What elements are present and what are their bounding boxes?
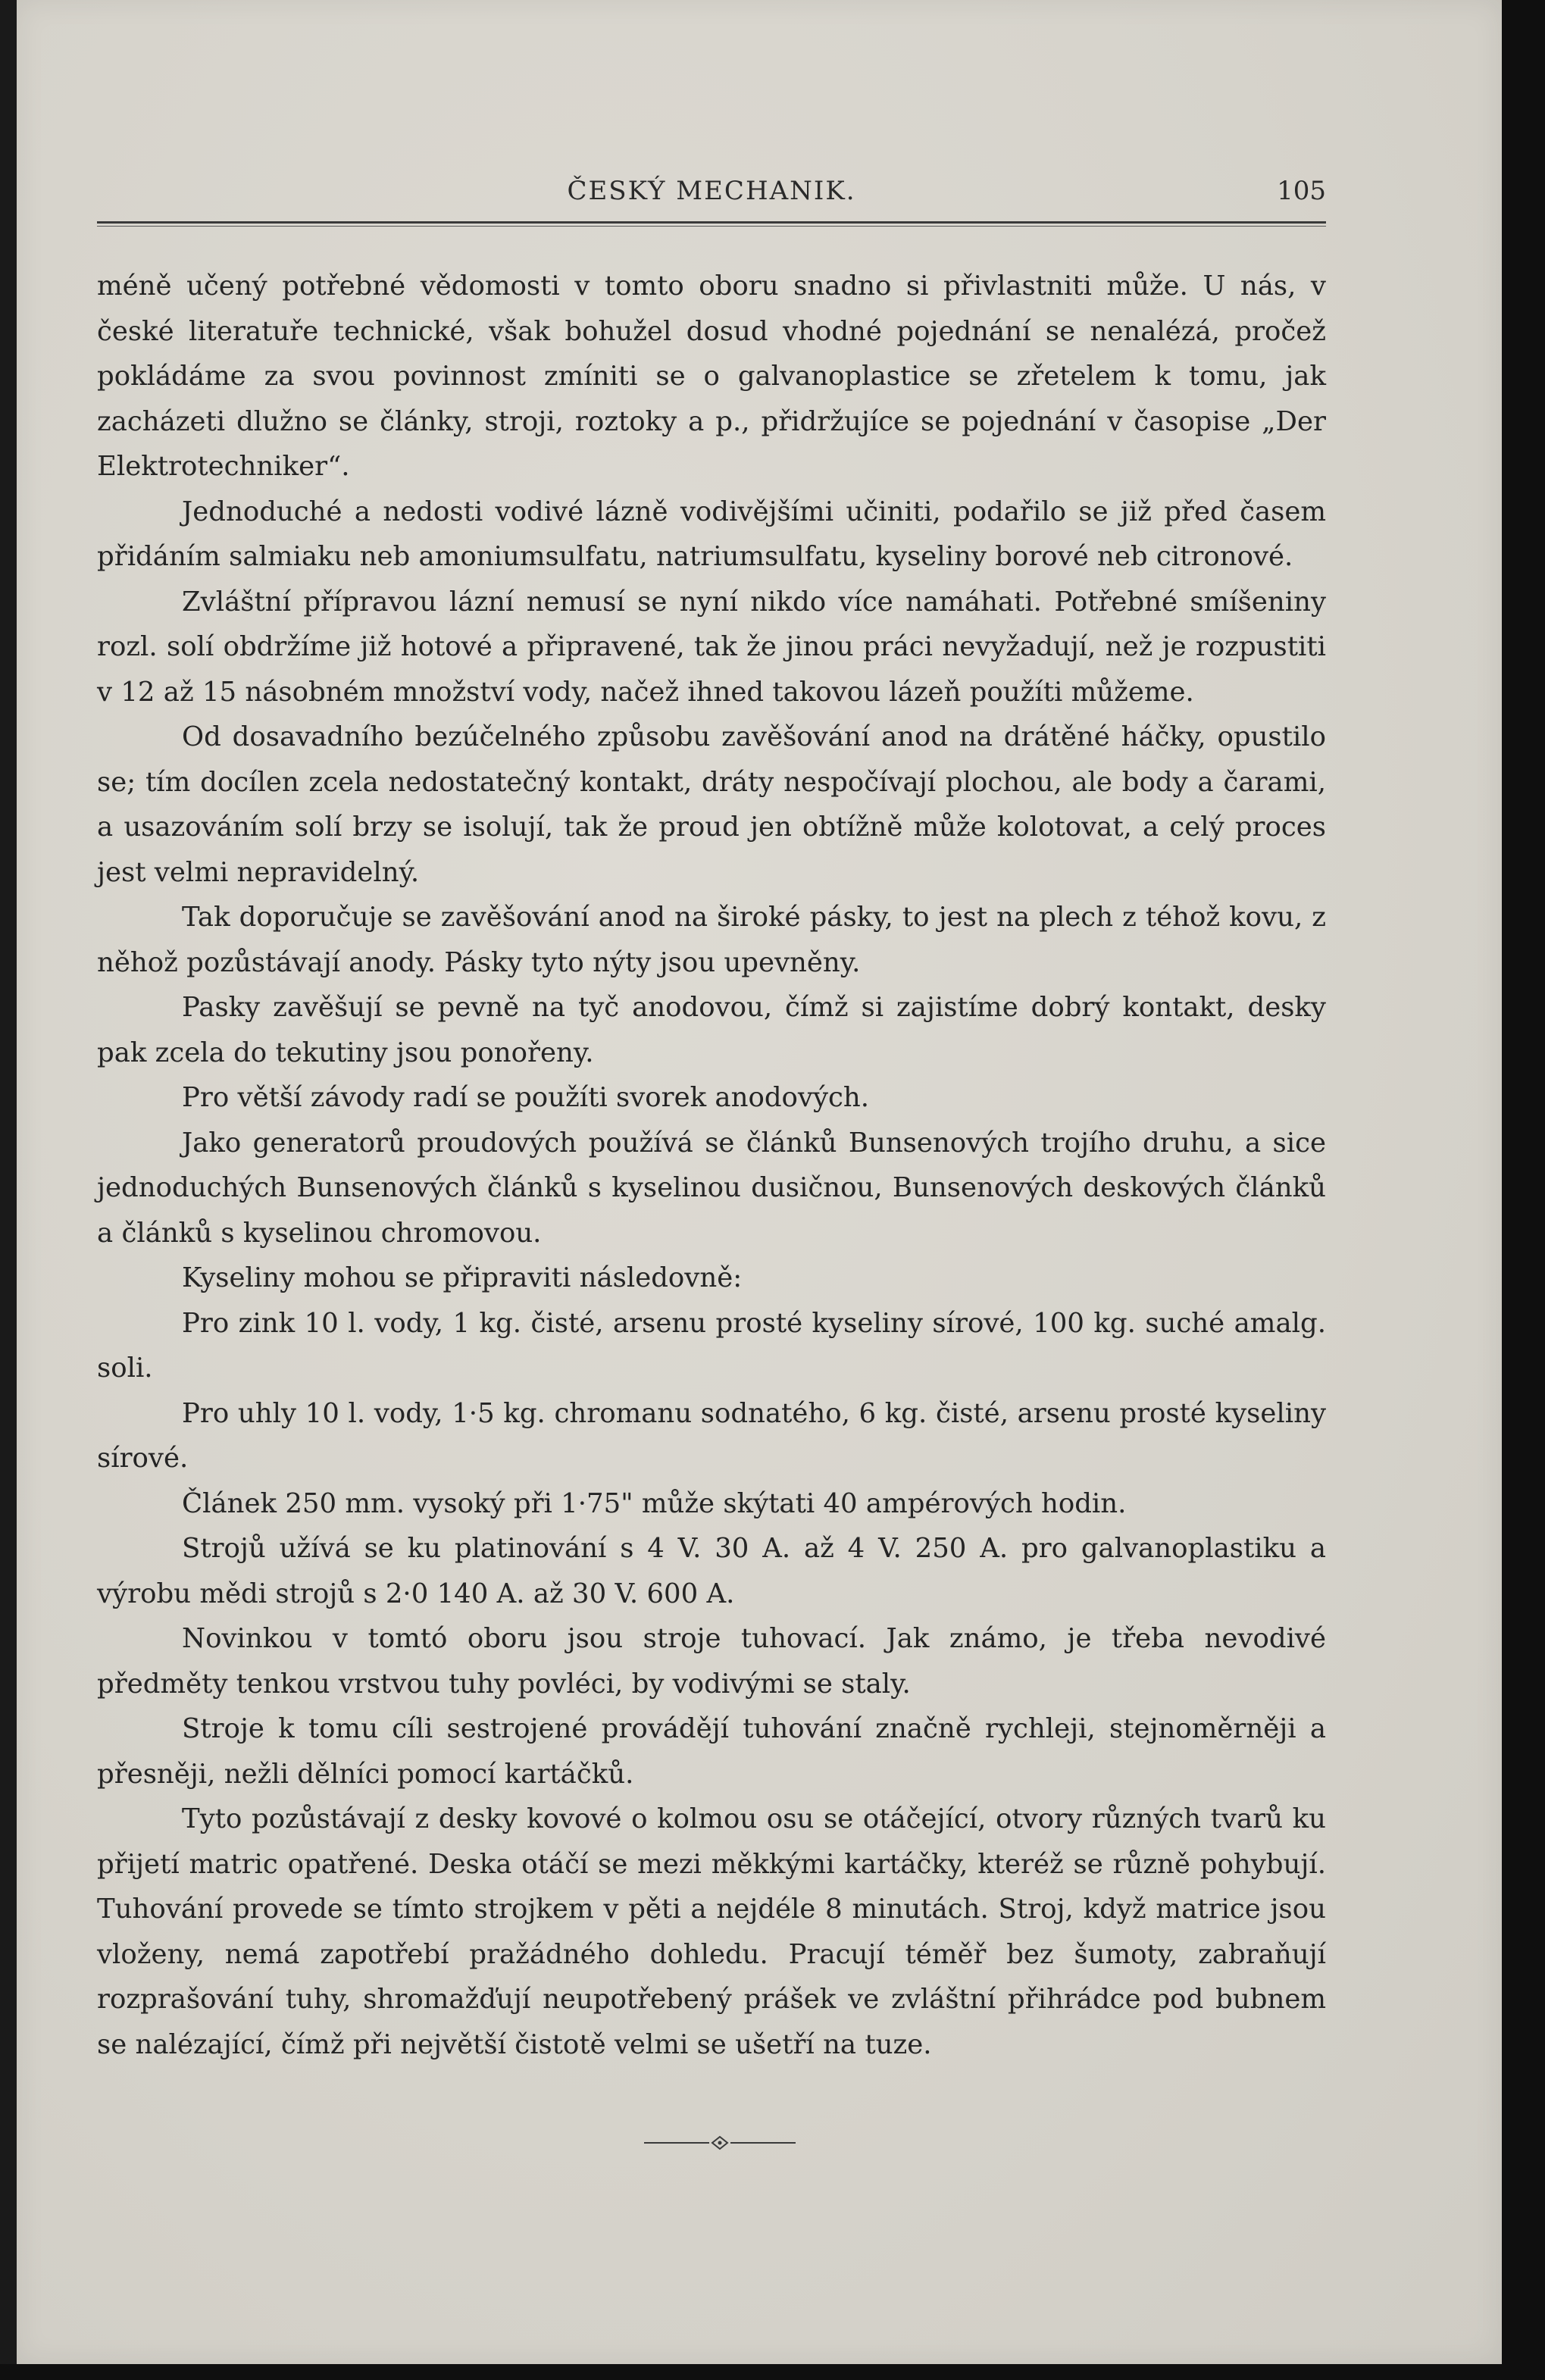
page-edge-right [1502, 0, 1545, 2380]
paragraph: Od dosavadního bezúčelného způsobu zavěšování anod na drátěné háčky, opustilo se; tím docílen zcela nedostatečný kontakt, dráty nespočívají plochou, ale body a čarami, a usazováním solí brzy se isolují, tak že proud jen obtížně může kolotovat, a celý proces jest velmi nepravidelný. [97, 721, 1326, 888]
paragraph: Pasky zavěšují se pevně na tyč anodovou, čímž si zajistíme dobrý kontakt, desky pak zcela do tekutiny jsou ponořeny. [97, 992, 1326, 1068]
paragraph: Strojů užívá se ku platinování s 4 V. 30 A. až 4 V. 250 A. pro galvanoplastiku a výrobu mědi strojů s 2·0 140 A. až 30 V. 600 A. [97, 1533, 1326, 1609]
page-header [97, 176, 1326, 214]
running-head: ČESKÝ MECHANIK. [567, 176, 856, 206]
header-rule-thin [97, 226, 1326, 227]
page-number: 105 [1277, 176, 1326, 206]
paragraph: Zvláštní přípravou lázní nemusí se nyní nikdo více namáhati. Potřebné smíšeniny rozl. solí obdržíme již hotové a připravené, tak že jinou práci nevyžadují, než je rozpustiti v 12 až 15 násobném množství vody, načež ihned takovou lázeň použíti můžeme. [97, 586, 1326, 708]
header-rule [97, 221, 1326, 224]
paragraph: Pro zink 10 l. vody, 1 kg. čisté, arsenu prosté kyseliny sírové, 100 kg. suché amalg. soli. [97, 1307, 1326, 1384]
paragraph: Tak doporučuje se zavěšování anod na široké pásky, to jest na plech z téhož kovu, z něhož pozůstávají anody. Pásky tyto nýty jsou upevněny. [97, 902, 1326, 978]
paragraph: Novinkou v tomtó oboru jsou stroje tuhovací. Jak známo, je třeba nevodivé předměty tenkou vrstvou tuhy povléci, by vodivými se staly. [97, 1623, 1326, 1700]
paragraph: Pro větší závody radí se použíti svorek anodových. [182, 1082, 870, 1113]
paragraph: Pro uhly 10 l. vody, 1·5 kg. chromanu sodnatého, 6 kg. čisté, arsenu prosté kyseliny sírové. [97, 1397, 1326, 1474]
paragraph: Stroje k tomu cíli sestrojené provádějí tuhování značně rychleji, stejnoměrněji a přesněji, nežli dělníci pomocí kartáčků. [97, 1713, 1326, 1790]
page-edge-bottom [0, 2364, 1545, 2380]
paragraph: Článek 250 mm. vysoký při 1·75" může skýtati 40 ampérových hodin. [182, 1487, 1127, 1519]
paragraph: Jako generatorů proudových používá se článků Bunsenových trojího druhu, a sice jednoduchých Bunsenových článků s kyselinou dusičnou, Bunsenových deskových článků a článků s kyselinou chromovou. [97, 1127, 1326, 1249]
paragraph: Kyseliny mohou se připraviti následovně: [182, 1262, 743, 1293]
paragraph: Jednoduché a nedosti vodivé lázně vodivějšími učiniti, podařilo se již před časem přidáním salmiaku neb amoniumsulfatu, natriumsulfatu, kyseliny borové neb citronové. [97, 496, 1326, 572]
divider-ornament-icon [644, 2135, 796, 2150]
paragraph: méně učený potřebné vědomosti v tomto oboru snadno si přivlastniti může. U nás, v české literatuře technické, však bohužel dosud vhodné pojednání se nenalézá, pročež pokládáme za svou povinnost zmíniti se o galvanoplastice se zřetelem k tomu, jak zacházeti dlužno se články, stroji, roztoky a p., přidržujíce se pojednání v časopise „Der Elektrotechniker“. [97, 271, 1326, 482]
paragraph: Tyto pozůstávají z desky kovové o kolmou osu se otáčející, otvory různých tvarů ku přijetí matric opatřené. Deska otáčí se mezi měkkými kartáčky, kteréž se různě pohybují. Tuhování provede se tímto strojkem v pěti a nejdéle 8 minutách. Stroj, když matrice jsou vloženy, nemá zapotřebí pražádného dohledu. Pracují téměř bez šumoty, zabraňují rozprašování tuhy, shromažďují neupotřebený prášek ve zvláštní přihrádce pod bubnem se nalézající, čímž při největší čistotě velmi se ušetří na tuze. [97, 1803, 1326, 2060]
article-body [97, 264, 1326, 2067]
